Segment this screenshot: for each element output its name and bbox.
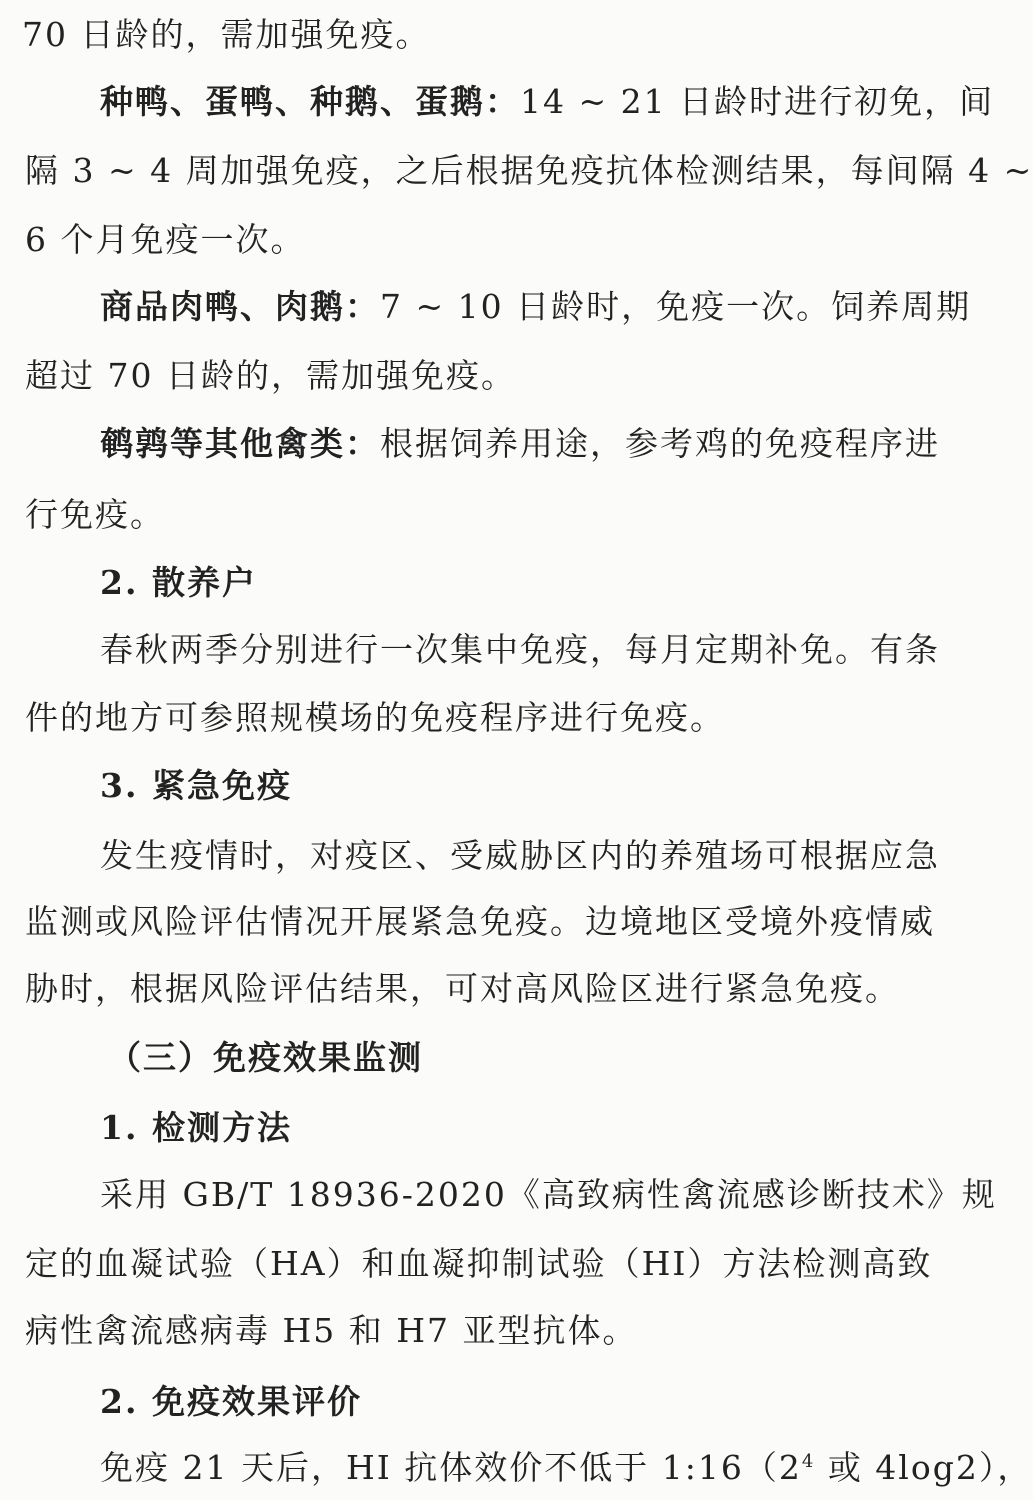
- text-line: 14 ~ 21 日龄时进行初免，间: [520, 82, 995, 121]
- superscript: 4: [801, 1451, 816, 1472]
- heading-free-range: 2. 散养户: [100, 563, 257, 602]
- paragraph-meat-ducks-geese: [100, 287, 973, 327]
- paragraph-other-poultry: [100, 424, 973, 464]
- label-other-poultry: 鹌鹑等其他禽类：: [100, 424, 380, 463]
- text-line: 超过 70 日龄的，需加强免疫。: [25, 356, 516, 395]
- paragraph-breeding-ducks-geese: [100, 82, 995, 122]
- heading-detection-method: 1. 检测方法: [100, 1108, 292, 1147]
- text-line: 行免疫。: [25, 495, 165, 534]
- text-line: 7 ~ 10 日龄时，免疫一次。饲养周期: [380, 287, 972, 326]
- label-meat-ducks-geese: 商品肉鸭、肉鹅：: [100, 287, 380, 326]
- text-line: 采用 GB/T 18936-2020《高致病性禽流感诊断技术》规: [100, 1175, 997, 1214]
- label-breeding-ducks-geese: 种鸭、蛋鸭、种鹅、蛋鹅：: [100, 82, 520, 121]
- text-line: 春秋两季分别进行一次集中免疫，每月定期补免。有条: [100, 630, 940, 669]
- text-line: 隔 3 ~ 4 周加强免疫，之后根据免疫抗体检测结果，每间隔 4 ~: [25, 151, 1033, 190]
- heading-section-3: （三）免疫效果监测: [108, 1038, 423, 1077]
- text-line: 6 个月免疫一次。: [25, 220, 306, 259]
- text-segment: 或 4log2），: [815, 1448, 1033, 1487]
- text-line: 发生疫情时，对疫区、受威胁区内的养殖场可根据应急: [100, 836, 940, 875]
- text-line: 件的地方可参照规模场的免疫程序进行免疫。: [25, 698, 725, 737]
- heading-immunity-evaluation: 2. 免疫效果评价: [100, 1382, 362, 1421]
- heading-emergency-immunization: 3. 紧急免疫: [100, 766, 292, 805]
- text-line: 根据饲养用途，参考鸡的免疫程序进: [380, 424, 940, 463]
- text-line: 监测或风险评估情况开展紧急免疫。边境地区受境外疫情威: [25, 902, 935, 941]
- paragraph-evaluation: [100, 1448, 1033, 1488]
- text-line: 70 日龄的，需加强免疫。: [22, 15, 431, 54]
- text-line: 胁时，根据风险评估结果，可对高风险区进行紧急免疫。: [25, 969, 900, 1008]
- text-line: 病性禽流感病毒 H5 和 H7 亚型抗体。: [25, 1311, 638, 1350]
- text-line: 定的血凝试验（HA）和血凝抑制试验（HI）方法检测高致: [25, 1244, 933, 1283]
- text-segment: 免疫 21 天后，HI 抗体效价不低于 1:16（2: [100, 1448, 802, 1487]
